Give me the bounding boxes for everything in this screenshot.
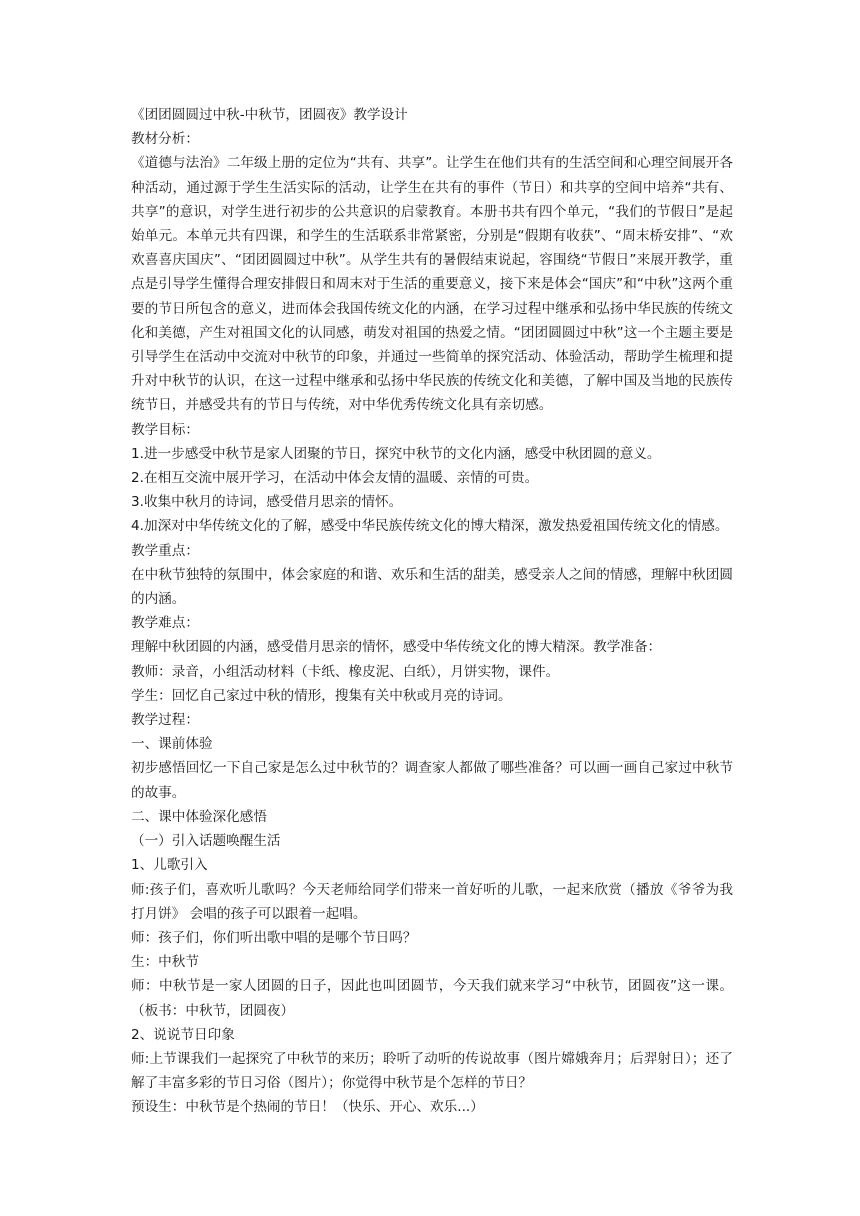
step-2-heading: 2、说说节日印象 [131, 1026, 235, 1043]
teacher-preparation: 教师：录音，小组活动材料（卡纸、橡皮泥、白纸），月饼实物，课件。 [131, 663, 560, 680]
goal-item-4: 4.加深对中华传统文化的了解，感受中华民族传统文化的博大精深，激发热爱祖国传统文化的情感。 [131, 518, 729, 535]
subsection-1-heading: （一）引入话题唤醒生活 [131, 833, 281, 850]
document-body [131, 103, 733, 1120]
section-1-text: 初步感悟回忆一下自己家是怎么过中秋节的？调查家人都做了哪些准备？可以画一画自己家过中秋节的故事。 [131, 760, 733, 801]
student-preparation: 学生：回忆自己家过中秋的情形，搜集有关中秋或月亮的诗词。 [131, 687, 512, 704]
step-1-teacher-line-2: 师：孩子们，你们听出歌中唱的是哪个节日吗？ [131, 929, 417, 946]
step-1-student-line: 生：中秋节 [131, 954, 199, 971]
goal-item-1: 1.进一步感受中秋节是家人团聚的节日，探究中秋节的文化内涵，感受中秋团圆的意义。 [131, 445, 661, 462]
goals-heading: 教学目标： [131, 421, 199, 438]
goal-item-2: 2.在相互交流中展开学习，在活动中体会友情的温暖、亲情的可贵。 [131, 470, 539, 487]
process-heading: 教学过程： [131, 712, 199, 729]
key-points-heading: 教学重点： [131, 542, 199, 559]
analysis-paragraph: 《道德与法治》二年级上册的定位为“共有、共享”。让学生在他们共有的生活空间和心理空间展开各种活动，通过源于学生生活实际的活动，让学生在共有的事件（节日）和共享的空间中培养“共有、共享”的意识，对学生进行初步的公共意识的启蒙教育。本册书共有四个单元，“我们的节假日”是起始单元。本单元共有四课，和学生的生活联系非常紧密，分别是“假期有收获”、“周末桥安排”、“欢欢喜喜庆国庆”、“团团圆圆过中秋”。从学生共有的暑假结束说起，容围绕“节假日”来展开教学，重点是引导学生懂得合理安排假日和周末对于生活的重要意义，接下来是体会“国庆”和“中秋”这两个重要的节日所包含的意义，进而体会我国传统文化的内涵，在学习过程中继承和弘扬中华民族的传统文化和美德，产生对祖国文化的认同感，萌发对祖国的热爱之情。“团团圆圆过中秋”这一个主题主要是引导学生在活动中交流对中秋节的印象，并通过一些简单的探究活动、体验活动，帮助学生梳理和提升对中秋节的认识，在这一过程中继承和弘扬中华民族的传统文化和美德，了解中国及当地的民族传统节日，并感受共有的节日与传统，对中华优秀传统文化具有亲切感。 [131, 155, 733, 414]
section-1-heading: 一、课前体验 [131, 736, 213, 753]
section-2-heading: 二、课中体验深化感悟 [131, 808, 267, 825]
key-points-text: 在中秋节独特的氛围中，体会家庭的和谐、欢乐和生活的甜美，感受亲人之间的情感，理解中秋团圆的内涵。 [131, 566, 733, 608]
step-2-teacher-line: 师:上节课我们一起探究了中秋节的来历；聆听了动听的传说故事（图片嫦娥奔月；后羿射日）；还了解了丰富多彩的节日习俗（图片）；你觉得中秋节是个怎样的节日？ [131, 1050, 733, 1092]
difficulty-text: 理解中秋团圆的内涵，感受借月思亲的情怀，感受中华传统文化的博大精深。教学准备： [131, 639, 662, 656]
step-2-preset-line: 预设生：中秋节是个热闹的节日！（快乐、开心、欢乐...） [131, 1099, 484, 1116]
goal-item-3: 3.收集中秋月的诗词，感受借月思亲的情怀。 [131, 494, 403, 511]
step-1-teacher-line-3: 师：中秋节是一家人团圆的日子，因此也叫团圆节，今天我们就来学习“中秋节，团圆夜”这一课。（板书：中秋节，团圆夜） [131, 978, 733, 1019]
step-1-teacher-line-1: 师:孩子们，喜欢听儿歌吗？今天老师给同学们带来一首好听的儿歌，一起来欣赏（播放《爷爷为我打月饼》 会唱的孩子可以跟着一起唱。 [131, 881, 733, 922]
step-1-heading: 1、儿歌引入 [131, 857, 208, 874]
analysis-heading: 教材分析： [131, 131, 199, 148]
document-title: 《团团圆圆过中秋-中秋节，团圆夜》教学设计 [131, 107, 408, 123]
difficulty-heading: 教学难点： [131, 615, 199, 632]
